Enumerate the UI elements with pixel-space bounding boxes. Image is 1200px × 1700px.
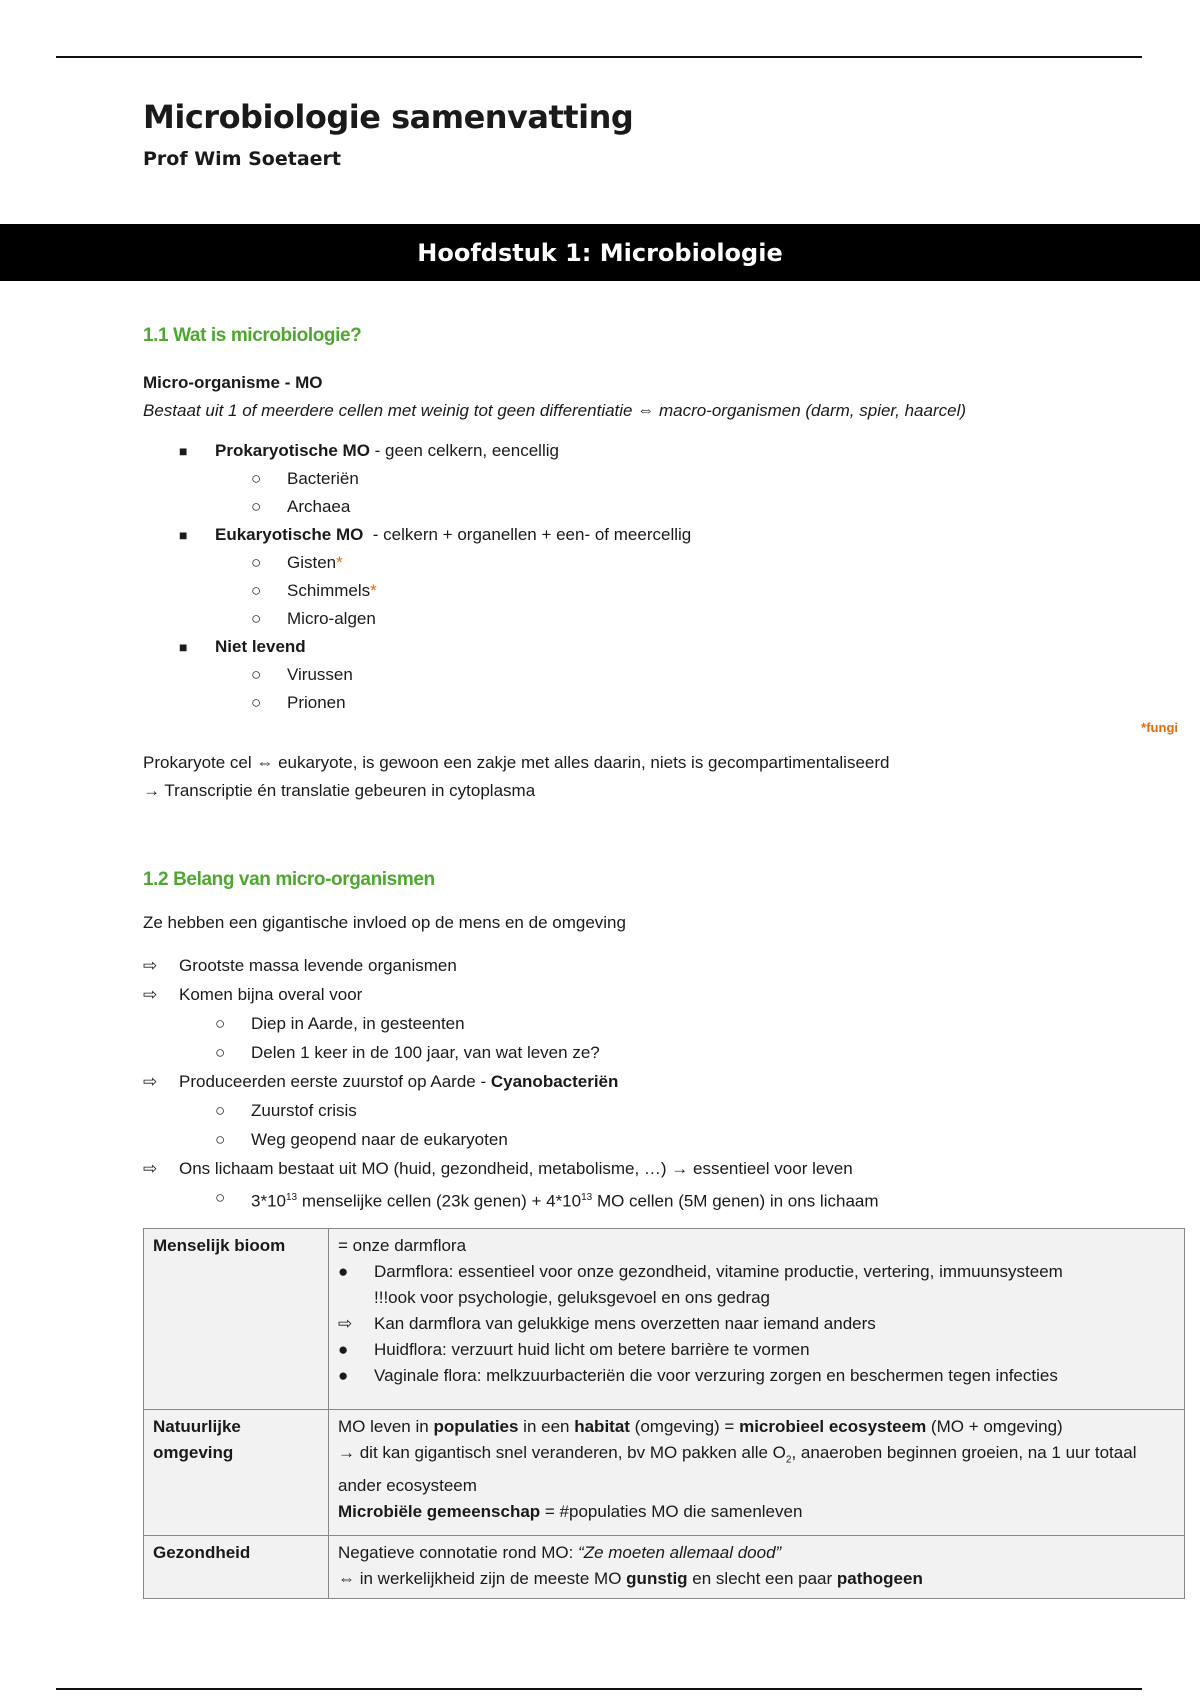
table-header-cell: Gezondheid [144,1535,329,1598]
prokaryote-paragraph: Prokaryote cel ⇔ eukaryote, is gewoon een zakje met alles daarin, niets is gecompartimentaliseerd [143,753,890,772]
table-header-cell: Natuurlijke omgeving [144,1409,329,1535]
section-heading-1-1: 1.1 Wat is microbiologie? [143,325,362,346]
circle-bullet-icon: ○ [215,1130,226,1149]
dot-bullet-icon: ● [338,1261,349,1281]
document-title: Microbiologie samenvatting [143,98,634,136]
bottom-rule [56,1688,1142,1690]
list-item: ○ Zuurstof crisis [143,1096,1183,1125]
mo-classification-list [143,437,1183,717]
circle-bullet-icon: ○ [251,469,262,488]
list-item: ○ $3*10^{13}$ menselijke cellen (23k genen) + $4*10^{13}$ MO cellen (5M genen) in ons lichaam [143,1183,1183,1216]
list-item: ■ Eukaryotische MO - celkern + organellen + een- of meercellig [143,521,1183,549]
table-row [144,1228,1185,1409]
chapter-banner [0,224,1200,281]
circle-bullet-icon: ○ [215,1101,226,1120]
dot-bullet-icon: ● [338,1339,349,1359]
document-author: Prof Wim Soetaert [143,148,341,170]
table-header-cell: Menselijk bioom [144,1228,329,1409]
list-item: ○ Archaea [143,493,1183,521]
table-cell: = onze darmflora ● Darmflora: essentieel voor onze gezondheid, vitamine productie, vertering, immuunsysteem !!!ook voor psychologie, geluksgevoel en ons gedrag ⇨ Kan darmflora van gelukkige mens overzetten naar iemand anders ● Huidflora: verzuurt huid licht om betere barrière te vormen ● Vaginale flora: melkzuurbacteriën die voor verzuring zorgen en beschermen tegen infecties [329,1228,1185,1409]
transcription-paragraph: → Transcriptie én translatie gebeuren in cytoplasma [143,781,536,800]
circle-bullet-icon: ○ [215,1188,226,1207]
arrow-bullet-icon: ⇨ [143,1159,158,1178]
circle-bullet-icon: ○ [251,693,262,712]
document-body [143,325,1183,1599]
chapter-title: Hoofdstuk 1: Microbiologie [417,238,783,267]
list-item: ○ Diep in Aarde, in gesteenten [143,1009,1183,1038]
list-item: ■ Niet levend [143,633,1183,661]
list-item: ⇨ Produceerden eerste zuurstof op Aarde - Cyanobacteriën [143,1067,1183,1096]
circle-bullet-icon: ○ [251,553,262,572]
top-rule [56,56,1142,58]
list-item: ■ Prokaryotische MO - geen celkern, eencellig [143,437,1183,465]
list-item: ⇨ Ons lichaam bestaat uit MO (huid, gezondheid, metabolisme, …) → essentieel voor leven [143,1154,1183,1183]
list-item: ○ Micro-algen [143,605,1183,633]
importance-table [143,1228,1185,1599]
circle-bullet-icon: ○ [251,609,262,628]
square-bullet-icon: ■ [179,443,188,459]
list-item: ○ Delen 1 keer in de 100 jaar, van wat leven ze? [143,1038,1183,1067]
circle-bullet-icon: ○ [251,497,262,516]
table-row [144,1535,1185,1598]
list-item: ○ Gisten* [143,549,1183,577]
list-item: ○ Weg geopend naar de eukaryoten [143,1125,1183,1154]
table-cell: Negatieve connotatie rond MO: “Ze moeten allemaal dood” ⇔ in werkelijkheid zijn de meeste MO gunstig en slecht een paar pathogeen [329,1535,1185,1598]
definition-text: Bestaat uit 1 of meerdere cellen met weinig tot geen differentiatie ⇔ macro-organismen (darm, spier, haarcel) [143,401,967,420]
circle-bullet-icon: ○ [251,581,262,600]
list-item: ○ Virussen [143,661,1183,689]
square-bullet-icon: ■ [179,639,188,655]
list-item: ○ Prionen [143,689,1183,717]
arrow-bullet-icon: ⇨ [143,985,158,1004]
arrow-bullet-icon: ⇨ [143,1072,158,1091]
arrow-bullet-icon: ⇨ [143,956,158,975]
list-item: ○ Bacteriën [143,465,1183,493]
circle-bullet-icon: ○ [251,665,262,684]
list-item: ○ Schimmels* [143,577,1183,605]
circle-bullet-icon: ○ [215,1043,226,1062]
list-item: ⇨ Komen bijna overal voor [143,980,1183,1009]
square-bullet-icon: ■ [179,527,188,543]
dot-bullet-icon: ● [338,1365,349,1385]
term-micro-organisme: Micro-organisme - MO [143,373,323,392]
footnote-fungi: *fungi [1141,720,1178,735]
circle-bullet-icon: ○ [215,1014,226,1033]
arrow-bullet-icon: ⇨ [338,1313,353,1333]
table-cell: MO leven in populaties in een habitat (omgeving) = microbieel ecosysteem (MO + omgeving) → dit kan gigantisch snel veranderen, bv MO pakken alle $O_2$, anaeroben beginnen groeien, na 1 uur totaal ander ecosysteem Microbiële gemeenschap = #populaties MO die samenleven [329,1409,1185,1535]
section-heading-1-2: 1.2 Belang van micro-organismen [143,869,435,890]
importance-list [143,951,1183,1216]
table-row [144,1409,1185,1535]
section-intro: Ze hebben een gigantische invloed op de mens en de omgeving [143,913,626,932]
list-item: ⇨ Grootste massa levende organismen [143,951,1183,980]
